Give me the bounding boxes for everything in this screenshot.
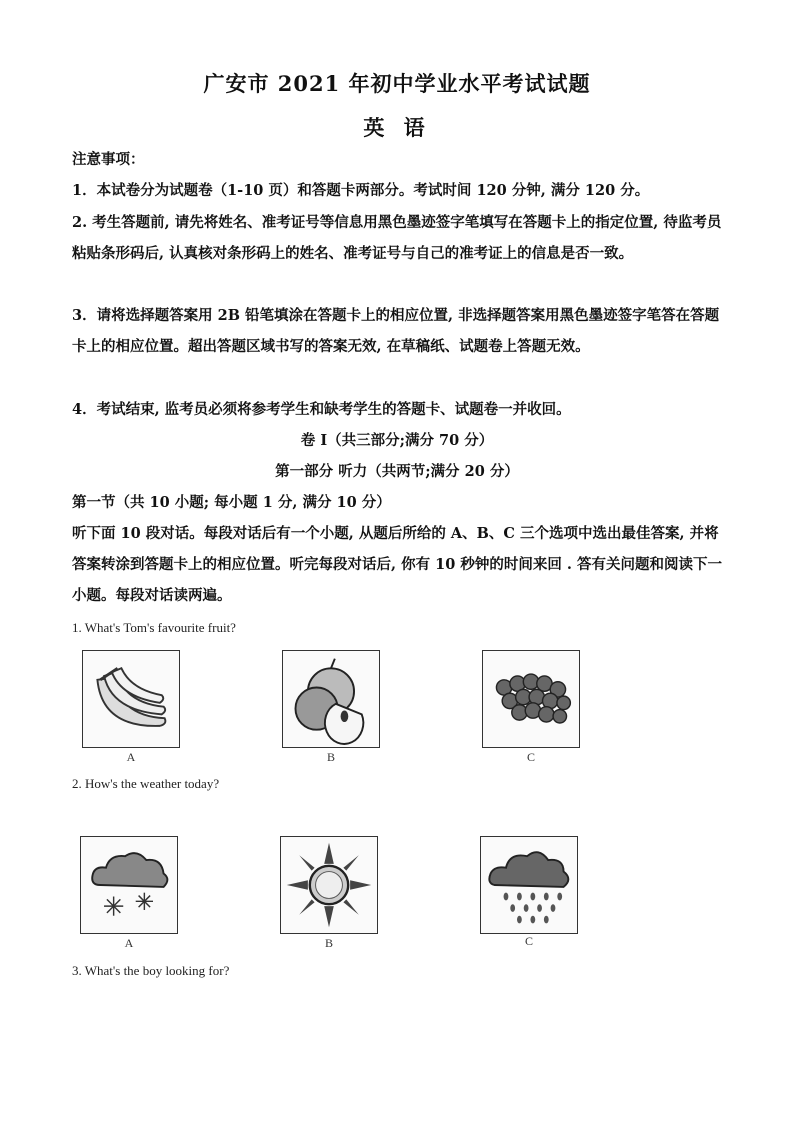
section-heading: 第一节（共 10 小题; 每小题 1 分, 满分 10 分） bbox=[72, 494, 391, 511]
notes-heading: 注意事项： bbox=[72, 151, 145, 168]
subject-title: 英 语 bbox=[363, 115, 431, 140]
note-item-2: 2. 考生答题前, 请先将姓名、准考证号等信息用黑色墨迹签字笔填写在答题卡上的指定位置, 待监考员粘贴条形码后, 认真核对条形码上的姓名、准考证号与自己的准考证上的信息是否一致。 bbox=[72, 214, 722, 262]
note-item-1: 1．本试卷分为试题卷（1-10 页）和答题卡两部分。考试时间 120 分钟, 满分 120 分。 bbox=[72, 182, 650, 199]
page-title: 广安市 2021 年初中学业水平考试试题 bbox=[203, 71, 591, 96]
option-label: A bbox=[124, 936, 134, 950]
snow-icon bbox=[80, 836, 178, 934]
volume-heading: 卷 I（共三部分;满分 70 分） bbox=[300, 432, 494, 449]
bananas-icon bbox=[82, 650, 180, 748]
note-item-4: 4．考试结束, 监考员必须将参考学生和缺考学生的答题卡、试题卷一并收回。 bbox=[72, 401, 571, 418]
note-item-3: 3．请将选择题答案用 2B 铅笔填涂在答题卡上的相应位置, 非选择题答案用黑色墨迹签字笔答在答题卡上的相应位置。超出答题区域书写的答案无效, 在草稿纸、试题卷上答题无效。 bbox=[72, 307, 720, 355]
sun-icon bbox=[280, 836, 378, 934]
question-2: 2. How's the weather today? bbox=[72, 776, 220, 791]
rain-icon bbox=[480, 836, 578, 934]
option-label: B bbox=[326, 750, 335, 764]
option-label: A bbox=[126, 750, 136, 764]
question-3: 3. What's the boy looking for? bbox=[72, 963, 230, 978]
grapes-icon bbox=[482, 650, 580, 748]
listening-instructions: 听下面 10 段对话。每段对话后有一个小题, 从题后所给的 A、B、C 三个选项中选出最佳答案, 并将答案转涂到答题卡上的相应位置。听完每段对话后, 你有 10 秒钟的时间来回 . 答有关问题和阅读下一小题。每段对话读两遍。 bbox=[72, 525, 723, 604]
apples-icon bbox=[282, 650, 380, 748]
option-label: C bbox=[526, 750, 535, 764]
question-1: 1. What's Tom's favourite fruit? bbox=[72, 620, 236, 635]
option-label: C bbox=[524, 934, 533, 948]
option-label: B bbox=[324, 936, 333, 950]
part-heading: 第一部分 听力（共两节;满分 20 分） bbox=[275, 463, 519, 480]
